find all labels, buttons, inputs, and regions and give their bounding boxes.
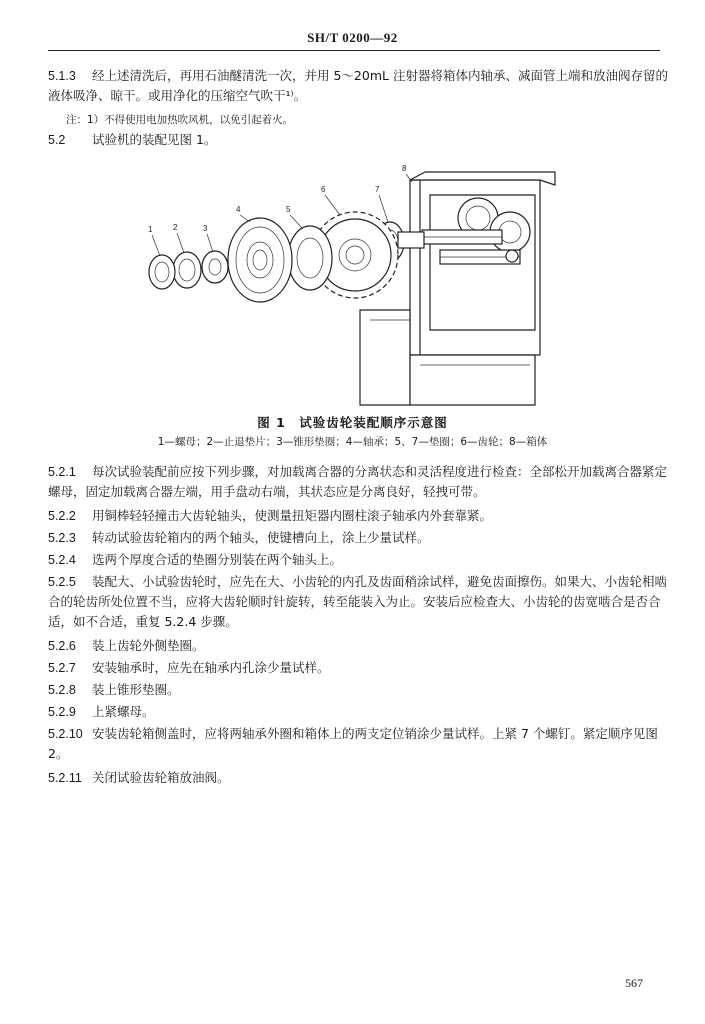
paragraph-5-2-6 xyxy=(48,636,668,656)
paragraph-5-2-8 xyxy=(48,680,668,700)
clause-text: 上紧螺母。 xyxy=(92,704,155,719)
nut-1-drawing xyxy=(149,255,175,289)
lock-washer-2-drawing xyxy=(173,252,201,288)
clause-number: 5.2.4 xyxy=(48,553,76,567)
cone-washer-3-drawing xyxy=(202,251,228,283)
clause-number: 5.2.9 xyxy=(48,705,76,719)
clause-text: 关闭试验齿轮箱放油阀。 xyxy=(92,770,230,785)
figure-title: 图 1 试验齿轮装配顺序示意图 xyxy=(257,415,448,430)
paragraph-5-2-4 xyxy=(48,550,668,570)
paragraph-5-2-11 xyxy=(48,768,668,788)
clause-text: 安装轴承时，应先在轴承内孔涂少量试样。 xyxy=(92,660,330,675)
clause-number: 5.2.11 xyxy=(48,771,82,785)
paragraph-5-2-3 xyxy=(48,528,668,548)
gearbox-housing-drawing xyxy=(360,172,555,405)
gear-assembly-figure xyxy=(140,160,560,410)
clause-text: 试验机的装配见图 1。 xyxy=(92,132,217,147)
clause-text: 经上述清洗后，再用石油醚清洗一次，并用 5～20mL 注射器将箱体内轴承、减面管上端和放油阀存留的液体吸净、晾干。或用净化的压缩空气吹干¹⁾。 xyxy=(48,68,668,103)
header-divider xyxy=(48,50,660,51)
paragraph-5-2-7 xyxy=(48,658,668,678)
clause-number: 5.2.1 xyxy=(48,465,76,479)
bearing-4-drawing xyxy=(228,218,292,302)
paragraph-5-2-9 xyxy=(48,702,668,722)
standard-code-header: SH/T 0200—92 xyxy=(307,30,398,45)
clause-text: 装上齿轮外侧垫圈。 xyxy=(92,638,205,653)
footnote-text: 注：1）不得使用电加热吹风机，以免引起着火。 xyxy=(66,114,294,126)
clause-text: 选两个厚度合适的垫圈分别装在两个轴头上。 xyxy=(92,552,343,567)
clause-text: 安装齿轮箱侧盖时，应将两轴承外圈和箱体上的两支定位销涂少量试样。上紧 7 个螺钉。紧定顺序见图 2。 xyxy=(48,726,658,761)
clause-number: 5.2.5 xyxy=(48,575,76,589)
clause-number: 5.2.2 xyxy=(48,509,76,523)
clause-number: 5.2.7 xyxy=(48,661,76,675)
clause-number: 5.2.6 xyxy=(48,639,76,653)
callout-1: 1 xyxy=(148,225,153,234)
clause-text: 装上锥形垫圈。 xyxy=(92,682,180,697)
paragraph-5-2-10 xyxy=(48,724,668,764)
paragraph-5-1-3 xyxy=(48,66,668,106)
figure-legend: 1—螺母；2—止退垫片；3—锥形垫圈；4—轴承；5、7—垫圈；6—齿轮；8—箱体 xyxy=(157,436,548,448)
callout-6: 6 xyxy=(321,185,326,194)
callout-7: 7 xyxy=(375,185,380,194)
clause-number: 5.2 xyxy=(48,133,66,147)
callout-8: 8 xyxy=(402,164,407,173)
washer-5-drawing xyxy=(288,226,332,290)
clause-number: 5.2.8 xyxy=(48,683,76,697)
clause-number: 5.2.10 xyxy=(48,727,83,741)
paragraph-5-2-1 xyxy=(48,462,668,502)
paragraph-5-2-5 xyxy=(48,572,668,632)
paragraph-5-2 xyxy=(48,130,668,150)
page-number: 567 xyxy=(625,976,643,990)
callout-5: 5 xyxy=(286,205,291,214)
clause-number: 5.1.3 xyxy=(48,69,76,83)
clause-number: 5.2.3 xyxy=(48,531,76,545)
paragraph-5-2-2 xyxy=(48,506,668,526)
callout-3: 3 xyxy=(203,224,208,233)
clause-text: 用铜棒轻轻撞击大齿轮轴头，使测量扭矩器内圈柱滚子轴承内外套靠紧。 xyxy=(92,508,493,523)
clause-text: 每次试验装配前应按下列步骤，对加载离合器的分离状态和灵活程度进行检查：全部松开加载离合器紧定螺母，固定加载离合器左端，用手盘动右端，其状态应是分离良好，轻拽可带。 xyxy=(48,464,668,499)
callout-2: 2 xyxy=(173,223,178,232)
footnote xyxy=(66,110,686,130)
clause-text: 装配大、小试验齿轮时，应先在大、小齿轮的内孔及齿面稍涂试样，避免齿面擦伤。如果大、小齿轮相啮合的轮齿所处位置不当，应将大齿轮顺时针旋转，转至能装入为止。安装后应检查大、小齿轮的齿宽啮合是否合适，如不合适，重复 5.2.4 步骤。 xyxy=(48,574,668,629)
callout-4: 4 xyxy=(236,205,241,214)
clause-text: 转动试验齿轮箱内的两个轴头，使键槽向上，涂上少量试样。 xyxy=(92,530,430,545)
